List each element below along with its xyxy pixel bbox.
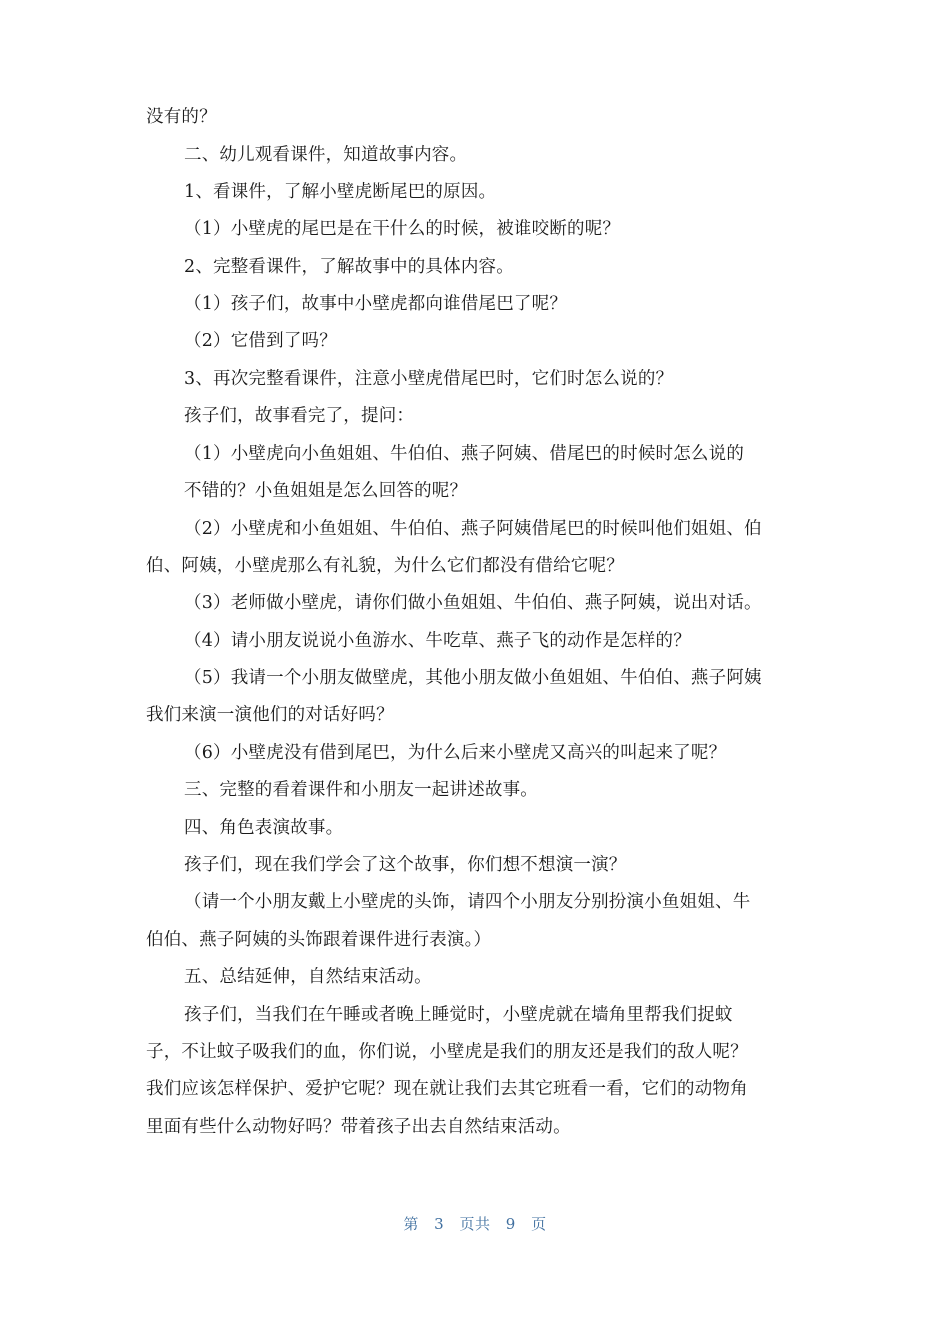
text-line: （1）孩子们，故事中小壁虎都向谁借尾巴了呢？: [184, 294, 568, 314]
footer-text: 第: [403, 1215, 419, 1233]
section-heading: 五、总结延伸，自然结束活动。: [184, 967, 432, 987]
text-line: 我们应该怎样保护、爱护它呢？现在就让我们去其它班看一看，它们的动物角: [146, 1079, 748, 1099]
text-line: 伯、阿姨，小壁虎那么有礼貌，为什么它们都没有借给它呢？: [146, 556, 624, 576]
text-line: （4）请小朋友说说小鱼游水、牛吃草、燕子飞的动作是怎样的？: [184, 631, 691, 651]
text-line: 孩子们，当我们在午睡或者晚上睡觉时，小壁虎就在墙角里帮我们捉蚊: [184, 1005, 733, 1025]
text-line: （3）老师做小壁虎，请你们做小鱼姐姐、牛伯伯、燕子阿姨，说出对话。: [184, 593, 762, 613]
text-line: 不错的？小鱼姐姐是怎么回答的呢？: [184, 481, 468, 501]
text-line: 里面有些什么动物好吗？带着孩子出去自然结束活动。: [146, 1117, 571, 1137]
section-heading: 四、角色表演故事。: [184, 818, 344, 838]
total-page-count: 9: [505, 1215, 516, 1233]
footer-text: 页共: [459, 1215, 491, 1233]
text-line: 我们来演一演他们的对话好吗？: [146, 705, 394, 725]
text-line: 没有的？: [146, 107, 217, 127]
text-line: 1、看课件，了解小壁虎断尾巴的原因。: [184, 182, 497, 202]
text-line: （2）它借到了吗？: [184, 331, 337, 351]
text-line: （1）小壁虎的尾巴是在干什么的时候，被谁咬断的呢？: [184, 219, 621, 239]
section-heading: 二、幼儿观看课件，知道故事内容。: [184, 145, 468, 165]
current-page-number: 3: [434, 1215, 445, 1233]
text-line: （请一个小朋友戴上小壁虎的头饰，请四个小朋友分别扮演小鱼姐姐、牛: [184, 892, 751, 912]
text-line: （1）小壁虎向小鱼姐姐、牛伯伯、燕子阿姨、借尾巴的时候时怎么说的: [184, 444, 745, 464]
page-footer: [0, 1213, 950, 1234]
text-line: 子，不让蚊子吸我们的血，你们说，小壁虎是我们的朋友还是我们的敌人呢？: [146, 1042, 748, 1062]
section-heading: 三、完整的看着课件和小朋友一起讲述故事。: [184, 780, 538, 800]
text-line: 伯伯、燕子阿姨的头饰跟着课件进行表演。）: [146, 930, 492, 950]
text-line: 孩子们，现在我们学会了这个故事，你们想不想演一演？: [184, 855, 627, 875]
text-line: （5）我请一个小朋友做壁虎，其他小朋友做小鱼姐姐、牛伯伯、燕子阿姨: [184, 668, 762, 688]
text-line: （2）小壁虎和小鱼姐姐、牛伯伯、燕子阿姨借尾巴的时候叫他们姐姐、伯: [184, 519, 762, 539]
text-line: （6）小壁虎没有借到尾巴，为什么后来小壁虎又高兴的叫起来了呢？: [184, 743, 727, 763]
text-line: 孩子们，故事看完了，提问：: [184, 406, 415, 426]
footer-text: 页: [531, 1215, 547, 1233]
text-line: 3、再次完整看课件，注意小壁虎借尾巴时，它们时怎么说的？: [184, 369, 674, 389]
text-line: 2、完整看课件，了解故事中的具体内容。: [184, 257, 514, 277]
